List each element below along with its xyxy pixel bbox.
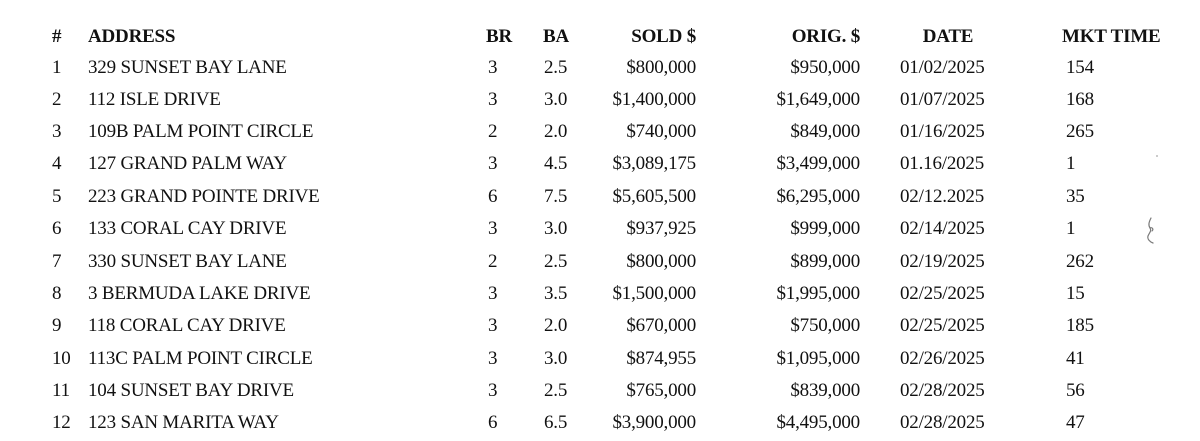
row-mkt-time: 1 (1066, 153, 1076, 174)
row-br: 3 (488, 153, 498, 174)
header-sold: SOLD $ (631, 26, 696, 47)
row-mkt-time: 265 (1066, 121, 1094, 142)
row-num: 5 (52, 186, 62, 207)
pen-mark (1144, 216, 1158, 246)
row-date: 02/26/2025 (900, 348, 985, 369)
row-sold: $670,000 (626, 315, 696, 336)
row-orig: $750,000 (790, 315, 860, 336)
row-sold: $937,925 (626, 218, 696, 239)
row-address: 118 CORAL CAY DRIVE (88, 315, 286, 336)
row-br: 3 (488, 57, 498, 78)
row-mkt-time: 154 (1066, 57, 1094, 78)
row-sold: $740,000 (626, 121, 696, 142)
row-date: 02/12.2025 (900, 186, 985, 207)
row-date: 02/28/2025 (900, 380, 985, 401)
row-address: 330 SUNSET BAY LANE (88, 251, 287, 272)
row-address: 3 BERMUDA LAKE DRIVE (88, 283, 311, 304)
row-address: 112 ISLE DRIVE (88, 89, 221, 110)
row-num: 3 (52, 121, 62, 142)
row-date: 02/19/2025 (900, 251, 985, 272)
row-mkt-time: 35 (1066, 186, 1085, 207)
header-ba: BA (543, 26, 569, 47)
row-ba: 3.5 (544, 283, 568, 304)
header-date: DATE (922, 26, 974, 47)
row-ba: 4.5 (544, 153, 568, 174)
row-num: 9 (52, 315, 62, 336)
row-br: 2 (488, 251, 498, 272)
row-br: 3 (488, 283, 498, 304)
table-row (0, 52, 1200, 84)
row-num: 2 (52, 89, 62, 110)
row-mkt-time: 56 (1066, 380, 1085, 401)
row-mkt-time: 41 (1066, 348, 1085, 369)
header-num: # (52, 26, 62, 47)
row-sold: $765,000 (626, 380, 696, 401)
row-address: 104 SUNSET BAY DRIVE (88, 380, 294, 401)
table-header-row (0, 21, 1200, 53)
row-sold: $874,955 (626, 348, 696, 369)
row-br: 3 (488, 315, 498, 336)
table-row (0, 84, 1200, 116)
row-address: 127 GRAND PALM WAY (88, 153, 287, 174)
table-row (0, 278, 1200, 310)
row-ba: 2.0 (544, 121, 568, 142)
row-sold: $5,605,500 (612, 186, 696, 207)
row-mkt-time: 47 (1066, 412, 1085, 433)
row-orig: $1,995,000 (776, 283, 860, 304)
row-br: 6 (488, 412, 498, 433)
row-address: 133 CORAL CAY DRIVE (88, 218, 287, 239)
row-mkt-time: 1 (1066, 218, 1076, 239)
row-ba: 2.5 (544, 57, 568, 78)
row-orig: $950,000 (790, 57, 860, 78)
table-row (0, 181, 1200, 213)
row-address: 329 SUNSET BAY LANE (88, 57, 287, 78)
header-address: ADDRESS (88, 26, 176, 47)
row-date: 01/02/2025 (900, 57, 985, 78)
row-num: 6 (52, 218, 62, 239)
table-row (0, 375, 1200, 407)
header-orig: ORIG. $ (791, 26, 860, 47)
row-mkt-time: 15 (1066, 283, 1085, 304)
row-date: 01.16/2025 (900, 153, 985, 174)
table-row (0, 407, 1200, 439)
table-row (0, 343, 1200, 375)
scan-speck (1156, 155, 1158, 157)
row-br: 3 (488, 89, 498, 110)
row-date: 01/16/2025 (900, 121, 985, 142)
row-ba: 3.0 (544, 218, 568, 239)
row-date: 02/25/2025 (900, 283, 985, 304)
row-address: 109B PALM POINT CIRCLE (88, 121, 314, 142)
row-orig: $4,495,000 (776, 412, 860, 433)
row-num: 4 (52, 153, 62, 174)
row-sold: $1,500,000 (612, 283, 696, 304)
row-address: 223 GRAND POINTE DRIVE (88, 186, 320, 207)
row-date: 02/14/2025 (900, 218, 985, 239)
row-address: 123 SAN MARITA WAY (88, 412, 279, 433)
row-orig: $3,499,000 (776, 153, 860, 174)
row-orig: $999,000 (790, 218, 860, 239)
row-orig: $849,000 (790, 121, 860, 142)
header-mkt-time: MKT TIME (1062, 26, 1161, 47)
table-row (0, 116, 1200, 148)
row-mkt-time: 185 (1066, 315, 1094, 336)
row-orig: $899,000 (790, 251, 860, 272)
row-ba: 2.5 (544, 251, 568, 272)
row-mkt-time: 168 (1066, 89, 1094, 110)
table-row (0, 148, 1200, 180)
row-sold: $800,000 (626, 57, 696, 78)
row-br: 6 (488, 186, 498, 207)
row-ba: 6.5 (544, 412, 568, 433)
row-ba: 7.5 (544, 186, 568, 207)
row-orig: $839,000 (790, 380, 860, 401)
row-sold: $3,900,000 (612, 412, 696, 433)
row-br: 3 (488, 218, 498, 239)
row-date: 02/28/2025 (900, 412, 985, 433)
table-row (0, 246, 1200, 278)
row-sold: $800,000 (626, 251, 696, 272)
header-br: BR (486, 26, 512, 47)
row-num: 11 (52, 380, 70, 401)
row-num: 8 (52, 283, 62, 304)
row-ba: 3.0 (544, 89, 568, 110)
row-ba: 2.5 (544, 380, 568, 401)
row-date: 01/07/2025 (900, 89, 985, 110)
row-num: 1 (52, 57, 62, 78)
row-orig: $1,649,000 (776, 89, 860, 110)
row-br: 3 (488, 380, 498, 401)
row-sold: $3,089,175 (612, 153, 696, 174)
row-address: 113C PALM POINT CIRCLE (88, 348, 313, 369)
table-row (0, 213, 1200, 245)
row-date: 02/25/2025 (900, 315, 985, 336)
row-orig: $1,095,000 (776, 348, 860, 369)
row-num: 12 (52, 412, 71, 433)
row-ba: 3.0 (544, 348, 568, 369)
row-orig: $6,295,000 (776, 186, 860, 207)
row-br: 2 (488, 121, 498, 142)
row-sold: $1,400,000 (612, 89, 696, 110)
row-num: 10 (52, 348, 71, 369)
row-ba: 2.0 (544, 315, 568, 336)
row-num: 7 (52, 251, 62, 272)
table-row (0, 310, 1200, 342)
row-mkt-time: 262 (1066, 251, 1094, 272)
row-br: 3 (488, 348, 498, 369)
